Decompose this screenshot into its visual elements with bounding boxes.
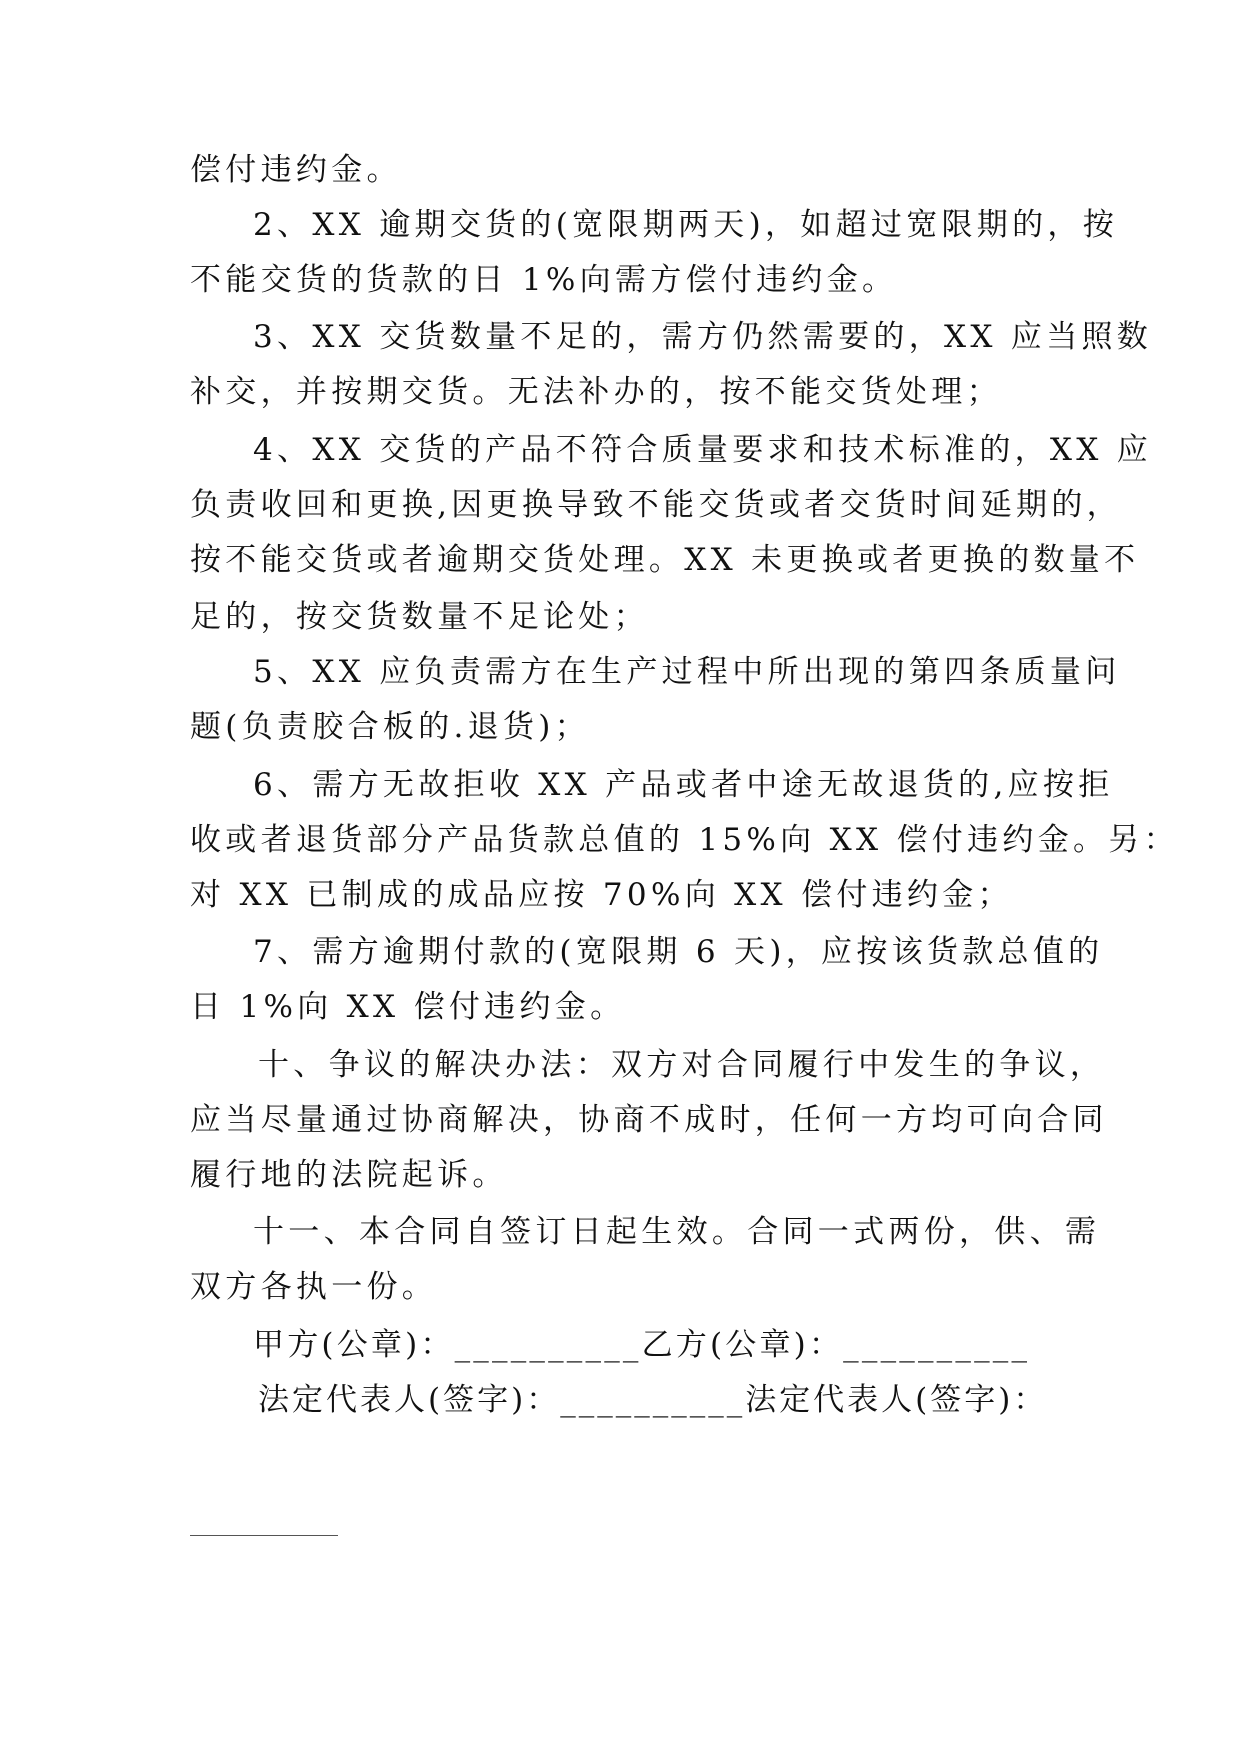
text-line: 3、XX 交货数量不足的，需方仍然需要的，XX 应当照数 <box>253 319 1153 355</box>
text-line: 十、争议的解决办法：双方对合同履行中发生的争议， <box>258 1047 1106 1083</box>
text-line: 2、XX 逾期交货的(宽限期两天)，如超过宽限期的，按 <box>253 207 1119 243</box>
text-line: 十一、本合同自签订日起生效。合同一式两份，供、需 <box>253 1214 1101 1250</box>
signature-line-seal: 甲方(公章)：__________乙方(公章)：__________ <box>253 1327 1031 1363</box>
text-line: 负责收回和更换,因更换导致不能交货或者交货时间延期的， <box>190 487 1122 523</box>
text-line: 履行地的法院起诉。 <box>190 1157 508 1193</box>
text-line: 应当尽量通过协商解决，协商不成时，任何一方均可向合同 <box>190 1102 1108 1138</box>
text-line: 偿付违约金。 <box>190 152 402 188</box>
text-line: 7、需方逾期付款的(宽限期 6 天)，应按该货款总值的 <box>253 934 1104 970</box>
blank-underline <box>190 1535 338 1536</box>
text-line: 对 XX 已制成的成品应按 70%向 XX 偿付违约金； <box>190 877 1013 913</box>
text-line: 足的，按交货数量不足论处； <box>190 599 649 635</box>
text-line: 日 1%向 XX 偿付违约金。 <box>190 989 626 1025</box>
text-line: 不能交货的货款的日 1%向需方偿付违约金。 <box>190 262 898 298</box>
text-line: 5、XX 应负责需方在生产过程中所出现的第四条质量问 <box>253 654 1121 690</box>
text-line: 6、需方无故拒收 XX 产品或者中途无故退货的,应按拒 <box>253 767 1114 803</box>
text-line: 补交，并按期交货。无法补办的，按不能交货处理； <box>190 374 1002 410</box>
text-line: 4、XX 交货的产品不符合质量要求和技术标准的，XX 应 <box>253 432 1153 468</box>
text-line: 收或者退货部分产品货款总值的 15%向 XX 偿付违约金。另： <box>190 822 1179 858</box>
text-line: 题(负责胶合板的.退货)； <box>190 709 590 745</box>
text-line: 双方各执一份。 <box>190 1269 438 1305</box>
signature-line-representative: 法定代表人(签字)：__________法定代表人(签字)： <box>258 1382 1048 1418</box>
text-line: 按不能交货或者逾期交货处理。XX 未更换或者更换的数量不 <box>190 542 1140 578</box>
